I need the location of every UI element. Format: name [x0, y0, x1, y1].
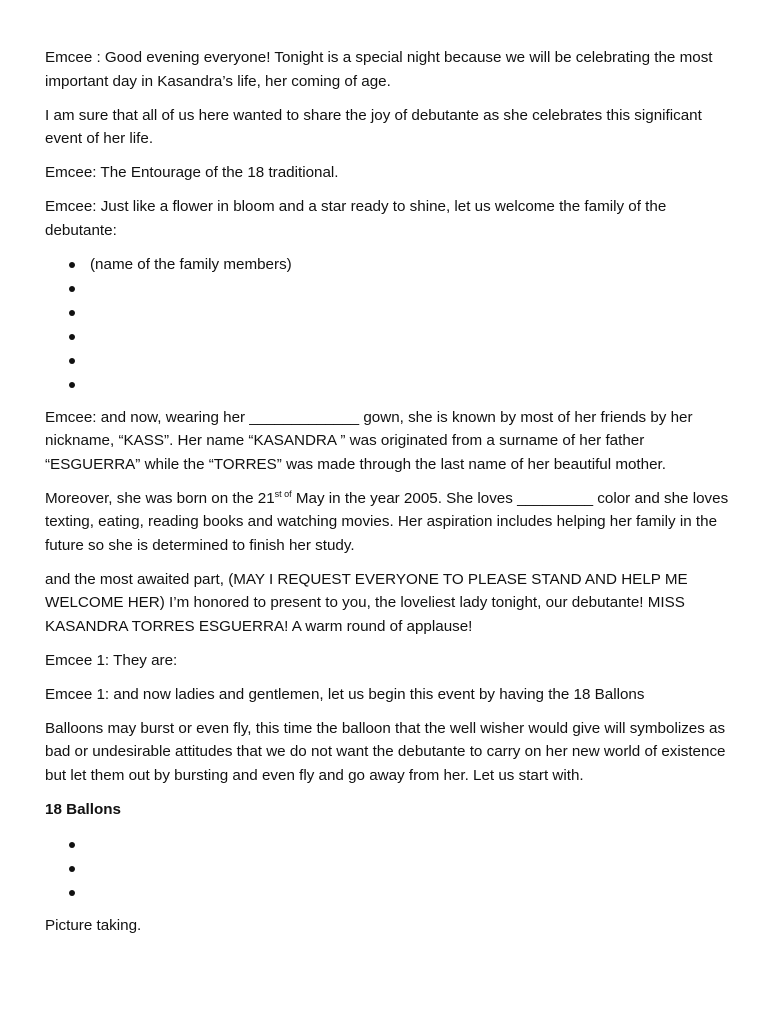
paragraph-birthday — [45, 487, 735, 558]
paragraph-they-are: Emcee 1: They are: — [45, 651, 178, 669]
paragraph-balloons-intro: Emcee 1: and now ladies and gentlemen, let us begin this event by having the 18 Ballons — [45, 685, 645, 703]
list-item — [45, 301, 735, 325]
heading-18-balloons: 18 Ballons — [45, 800, 121, 818]
paragraph-introduction: and the most awaited part, (MAY I REQUEST EVERYONE TO PLEASE STAND AND HELP ME WELCOME HER) I’m honored to present to you, the loveliest lady tonight, our debutante! MISS KASANDRA TORRES ESGUERRA! A warm round of applause! — [45, 570, 688, 635]
bullet-icon — [69, 866, 75, 872]
list-item — [45, 833, 735, 857]
paragraph-entourage: Emcee: The Entourage of the 18 traditional. — [45, 164, 339, 181]
bullet-icon — [69, 286, 75, 292]
birthday-text-start: Moreover, she was born on the 21 — [45, 489, 275, 507]
list-item-text: (name of the family members) — [90, 255, 292, 273]
bullet-icon — [69, 382, 75, 388]
list-item — [45, 277, 735, 301]
bullet-icon — [69, 358, 75, 364]
family-members-list — [45, 253, 735, 397]
paragraph-share-joy: I am sure that all of us here wanted to share the joy of debutante as she celebrates this significant event of her life. — [45, 106, 702, 147]
bullet-icon — [69, 842, 75, 848]
bullet-icon — [69, 310, 75, 316]
list-item — [45, 253, 735, 277]
bullet-icon — [69, 334, 75, 340]
ordinal-superscript: st of — [274, 488, 292, 499]
paragraph-balloons-meaning: Balloons may burst or even fly, this time the balloon that the well wisher would give will symbolizes as bad or undesirable attitudes that we do not want the debutante to carry on her new world of existence but let them out by bursting and even fly and go away from her. Let us start with. — [45, 719, 726, 784]
list-item — [45, 325, 735, 349]
balloons-list — [45, 833, 735, 905]
paragraph-welcome-family: Emcee: Just like a flower in bloom and a star ready to shine, let us welcome the family of the debutante: — [45, 198, 667, 239]
list-item — [45, 857, 735, 881]
list-item — [45, 373, 735, 397]
paragraph-greeting: Emcee : Good evening everyone! Tonight is a special night because we will be celebrating the most important day in Kasandra’s life, her coming of age. — [45, 49, 713, 90]
list-item — [45, 349, 735, 373]
birthday-text-end: May in the year 2005. She loves _________ color and she loves texting, eating, reading books and watching movies. Her aspiration includes helping her family in the future so she is determined to finish her study. — [45, 489, 729, 554]
paragraph-picture-taking: Picture taking. — [45, 917, 142, 934]
bullet-icon — [69, 262, 75, 268]
list-item — [45, 881, 735, 905]
bullet-icon — [69, 890, 75, 896]
document-page — [45, 46, 735, 948]
paragraph-gown-nickname: Emcee: and now, wearing her _____________ gown, she is known by most of her friends by her nickname, “KASS”. Her name “KASANDRA ” was originated from a surname of her father “ESGUERRA” while the “TORRES” was made through the last name of her beautiful mother. — [45, 408, 693, 473]
